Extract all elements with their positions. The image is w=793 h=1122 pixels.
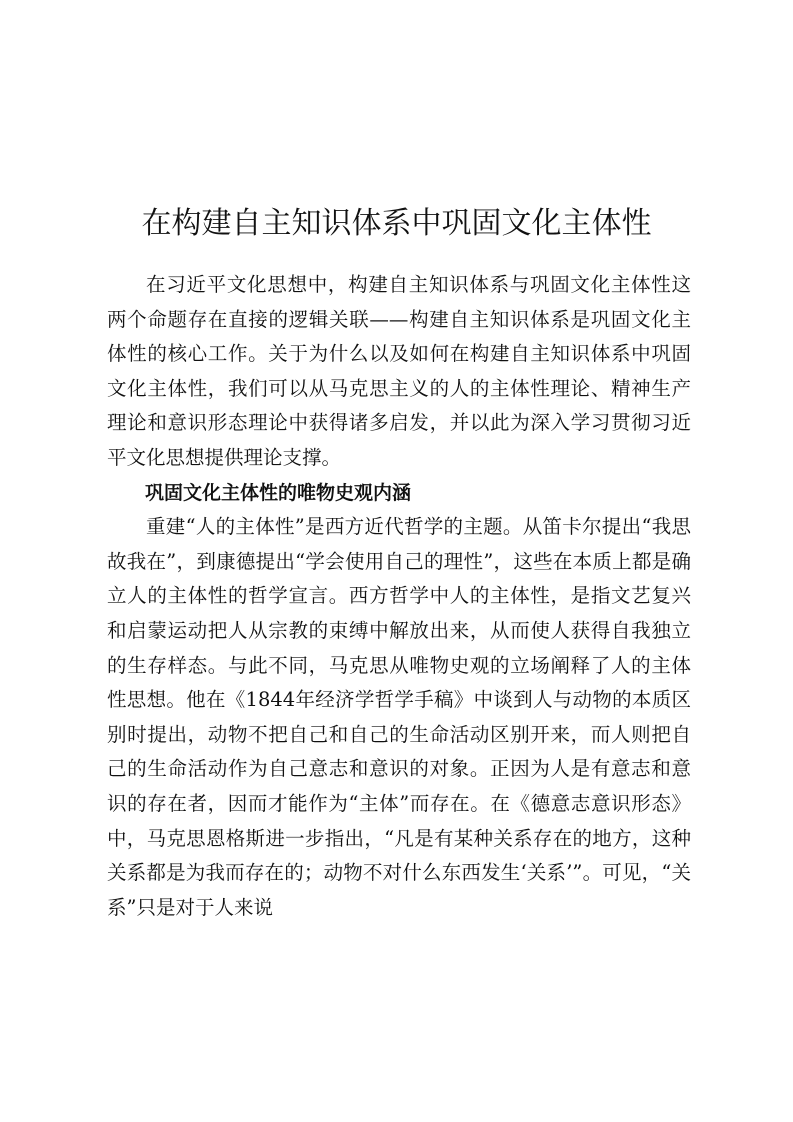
section-heading: 巩固文化主体性的唯物史观内涵 xyxy=(145,481,412,504)
intro-paragraph: 在习近平文化思想中，构建自主知识体系与巩固文化主体性这两个命题存在直接的逻辑关联——构建自主知识体系是巩固文化主体性的核心工作。关于为什么以及如何在构建自主知识体系中巩固文化主体性，我们可以从马克思主义的人的主体性理论、精神生产理论和意识形态理论中获得诸多启发，并以此为深入学习贯彻习近平文化思想提供理论支撑。 xyxy=(107,273,691,469)
section-paragraph: 重建“人的主体性”是西方近代哲学的主题。从笛卡尔提出“我思故我在”，到康德提出“学会使用自己的理性”，这些在本质上都是确立人的主体性的哲学宣言。西方哲学中人的主体性，是指文艺复兴和启蒙运动把人从宗教的束缚中解放出来，从而使人获得自我独立的生存样态。与此不同，马克思从唯物史观的立场阐释了人的主体性思想。他在《1844年经济学哲学手稿》中谈到人与动物的本质区别时提出，动物不把自己和自己的生命活动区别开来，而人则把自己的生命活动作为自己意志和意识的对象。正因为人是有意志和意识的存在者，因而才能作为“主体”而存在。在《德意志意识形态》中，马克思恩格斯进一步指出，“凡是有某种关系存在的地方，这种关系都是为我而存在的；动物不对什么东西发生‘关系’”。可见，“关系”只是对于人来说 xyxy=(107,515,691,919)
document-body xyxy=(107,268,691,925)
document-title: 在构建自主知识体系中巩固文化主体性 xyxy=(141,206,652,242)
